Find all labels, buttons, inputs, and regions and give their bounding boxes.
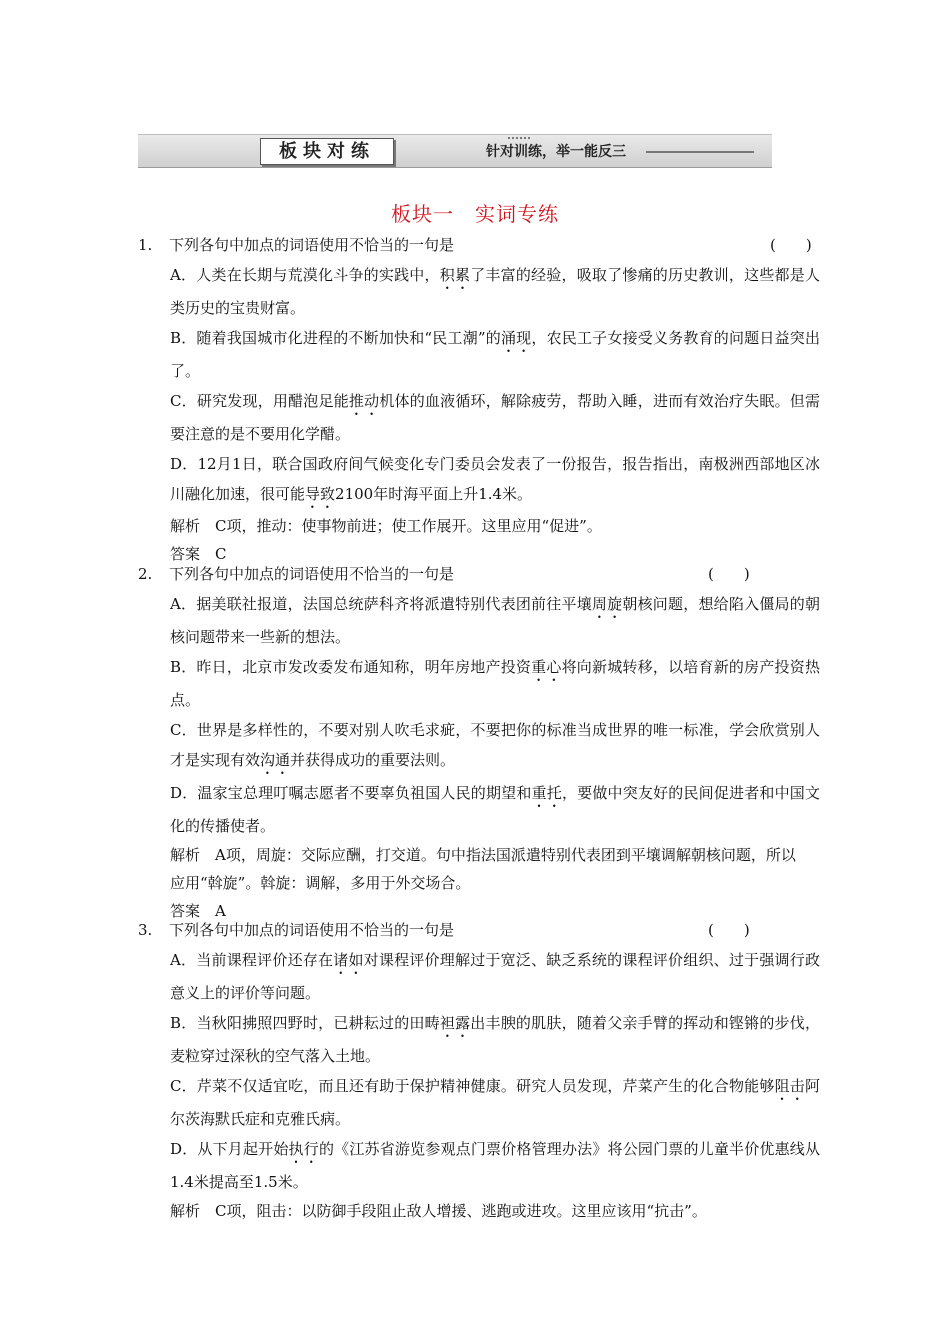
analysis: 解析 C项，推动：使事物前进；使工作展开。这里应用“促进”。 xyxy=(170,517,602,535)
dotted-word: 推动 xyxy=(348,392,380,410)
section-title: 板块一 实词专练 xyxy=(391,202,559,226)
question-3 xyxy=(138,917,818,1225)
question-stem: 下列各句中加点的词语使用不恰当的一句是 xyxy=(169,236,455,254)
question-1 xyxy=(138,232,818,568)
option-a: A．人类在长期与荒漠化斗争的实践中，积累了丰富的经验，吸取了惨痛的历史教训，这些都是人类历史的宝贵财富。 xyxy=(170,266,820,317)
question-stem: 下列各句中加点的词语使用不恰当的一句是 xyxy=(169,921,455,939)
answer-blank: ( ) xyxy=(708,921,750,939)
header-banner xyxy=(138,134,772,168)
question-number: 3. xyxy=(138,921,153,939)
question-stem-line xyxy=(138,232,818,258)
dotted-word: 重心 xyxy=(531,658,562,676)
option-b: B．随着我国城市化进程的不断加快和“民工潮”的涌现，农民工子女接受义务教育的问题日益突出了。 xyxy=(170,329,820,380)
option-c: C．芹菜不仅适宜吃，而且还有助于保护精神健康。研究人员发现，芹菜产生的化合物能够阻击阿尔茨海默氏症和克雅氏病。 xyxy=(170,1077,820,1128)
dotted-word: 袒露 xyxy=(439,1014,471,1032)
answer: 答案 A xyxy=(170,902,226,920)
dotted-word: 涌现 xyxy=(500,329,532,347)
dotted-word: 积累 xyxy=(439,266,471,284)
question-2 xyxy=(138,561,818,925)
option-b: B．当秋阳拂照四野时，已耕耘过的田畴袒露出丰腴的肌肤，随着父亲手臂的挥动和铿锵的步伐，麦粒穿过深秋的空气落入土地。 xyxy=(170,1014,820,1065)
dotted-word: 执行 xyxy=(288,1140,319,1158)
answer-blank: ( ) xyxy=(708,565,750,583)
question-number: 2. xyxy=(138,565,153,583)
analysis: 解析 A项，周旋：交际应酬，打交道。句中指法国派遣特别代表团到平壤调解朝核问题，所以应用“斡旋”。斡旋：调解，多用于外交场合。 xyxy=(170,846,796,892)
dotted-word: 诸如 xyxy=(333,951,364,969)
banner-title: 板块对练 xyxy=(260,138,394,165)
dotted-word: 重托 xyxy=(531,784,562,802)
option-c: C．世界是多样性的，不要对别人吹毛求疵，不要把你的标准当成世界的唯一标准，学会欣赏别人才是实现有效沟通并获得成功的重要法则。 xyxy=(170,721,820,769)
option-a: A．据美联社报道，法国总统萨科齐将派遣特别代表团前往平壤周旋朝核问题，想给陷入僵局的朝核问题带来一些新的想法。 xyxy=(170,595,820,646)
dotted-word: 周旋 xyxy=(591,595,623,613)
option-d: D．12月1日，联合国政府间气候变化专门委员会发表了一份报告，报告指出，南极洲西部地区冰川融化加速，很可能导致2100年时海平面上升1.4米。 xyxy=(170,455,820,503)
option-d: D．从下月起开始执行的《江苏省游览参观点门票价格管理办法》将公园门票的儿童半价优惠线从1.4米提高至1.5米。 xyxy=(170,1140,820,1191)
option-a: A．当前课程评价还存在诸如对课程评价理解过于宽泛、缺乏系统的课程评价组织、过于强调行政意义上的评价等问题。 xyxy=(170,951,820,1002)
answer: 答案 C xyxy=(170,545,227,563)
question-number: 1. xyxy=(138,236,153,254)
answer-blank: ( ) xyxy=(770,236,812,254)
question-stem-line xyxy=(138,561,818,587)
dotted-word: 阻击 xyxy=(774,1077,805,1095)
dotted-word: 沟通 xyxy=(260,751,291,769)
option-b: B．昨日，北京市发改委发布通知称，明年房地产投资重心将向新城转移，以培育新的房产投资热点。 xyxy=(170,658,820,709)
question-stem: 下列各句中加点的词语使用不恰当的一句是 xyxy=(169,565,455,583)
option-c: C．研究发现，用醋泡足能推动机体的血液循环，解除疲劳，帮助入睡，进而有效治疗失眠。但需要注意的是不要用化学醋。 xyxy=(170,392,820,443)
option-d: D．温家宝总理叮嘱志愿者不要辜负祖国人民的期望和重托，要做中突友好的民间促进者和中国文化的传播使者。 xyxy=(170,784,820,835)
question-stem-line xyxy=(138,917,818,943)
banner-line xyxy=(646,151,754,153)
banner-subtitle: 针对训练，举一能反三 xyxy=(486,144,626,160)
dotted-word: 导致 xyxy=(305,485,336,503)
analysis: 解析 C项，阻击：以防御手段阻止敌人增援、逃跑或进攻。这里应该用“抗击”。 xyxy=(170,1202,707,1220)
